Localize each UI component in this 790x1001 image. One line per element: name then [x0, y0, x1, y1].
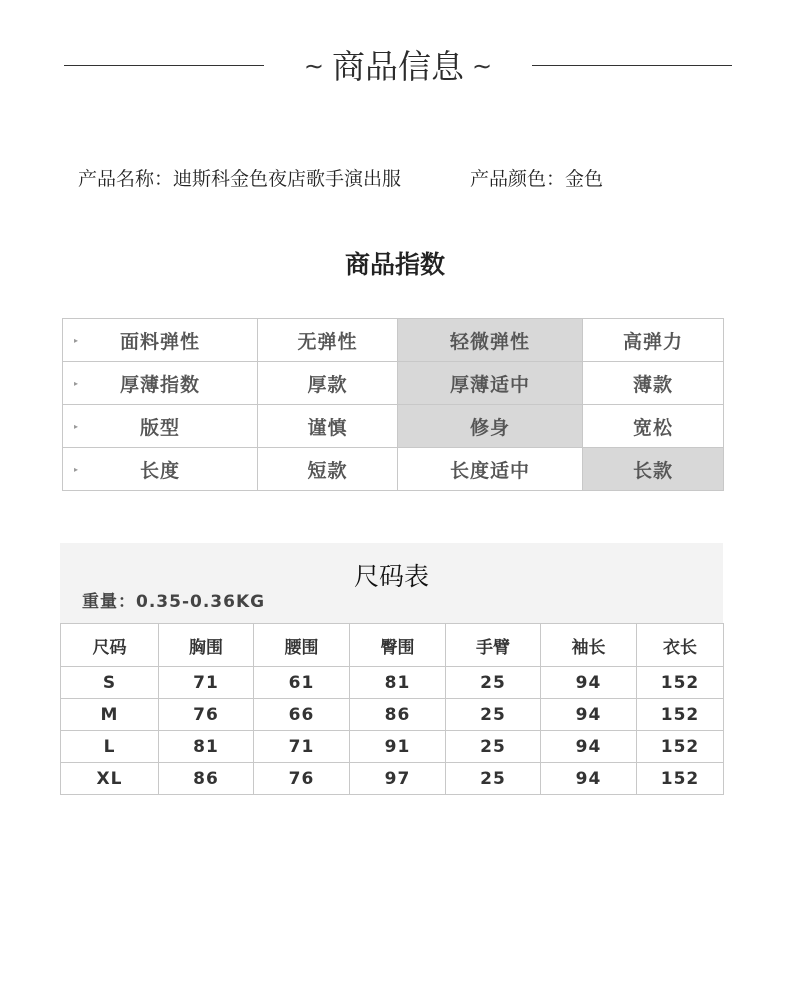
table-cell: 71 — [254, 731, 350, 763]
index-cell-text: 厚薄指数 — [119, 373, 200, 396]
table-cell: 152 — [637, 699, 724, 731]
table-cell: 25 — [446, 763, 541, 795]
table-cell: 97 — [350, 763, 446, 795]
divider-left — [64, 65, 264, 66]
table-header: 臀围 — [350, 624, 446, 667]
swirl-ornament-icon: ∼ — [472, 52, 493, 80]
table-cell: 25 — [446, 667, 541, 699]
table-cell: 86 — [159, 763, 254, 795]
index-option: 长度适中 — [398, 448, 583, 491]
weight-label: 重量：0.35-0.36KG — [82, 592, 266, 612]
table-cell: 66 — [254, 699, 350, 731]
size-chart-table — [60, 623, 724, 795]
table-header: 尺码 — [61, 624, 159, 667]
product-color: 产品颜色：金色 — [470, 168, 604, 190]
index-option: 高弹力 — [583, 319, 724, 362]
table-header: 腰围 — [254, 624, 350, 667]
table-cell: 94 — [541, 667, 637, 699]
table-cell: 76 — [159, 699, 254, 731]
table-row — [61, 731, 724, 763]
index-attribute — [63, 405, 258, 448]
table-cell: 86 — [350, 699, 446, 731]
table-header: 袖长 — [541, 624, 637, 667]
size-chart-title: 尺码表 — [353, 562, 429, 591]
table-header: 衣长 — [637, 624, 724, 667]
table-cell: 94 — [541, 731, 637, 763]
table-cell: 25 — [446, 731, 541, 763]
divider-right — [532, 65, 732, 66]
index-attribute — [63, 319, 258, 362]
table-cell: 152 — [637, 731, 724, 763]
index-cell-text: 版型 — [139, 416, 180, 439]
table-cell: L — [61, 731, 159, 763]
triangle-bullet-icon: ▸ — [74, 465, 80, 474]
table-cell: 71 — [159, 667, 254, 699]
index-row — [63, 319, 724, 362]
triangle-bullet-icon: ▸ — [74, 379, 80, 388]
table-cell: 94 — [541, 763, 637, 795]
index-row — [63, 405, 724, 448]
index-row — [63, 448, 724, 491]
index-attribute — [63, 362, 258, 405]
index-cell-text: 长度 — [139, 459, 180, 482]
size-chart-header — [60, 543, 723, 623]
index-attribute — [63, 448, 258, 491]
table-cell: 25 — [446, 699, 541, 731]
index-option-selected: 修身 — [398, 405, 583, 448]
section-title-text: 商品信息 — [332, 47, 464, 86]
table-cell: 152 — [637, 763, 724, 795]
index-option-selected: 长款 — [583, 448, 724, 491]
product-name: 产品名称：迪斯科金色夜店歌手演出服 — [78, 168, 402, 190]
product-info — [78, 164, 604, 194]
section-header — [64, 40, 732, 92]
index-title: 商品指数 — [344, 250, 445, 279]
index-option: 短款 — [258, 448, 398, 491]
table-cell: 152 — [637, 667, 724, 699]
table-row — [61, 667, 724, 699]
table-cell: 81 — [159, 731, 254, 763]
table-cell: XL — [61, 763, 159, 795]
table-cell: 91 — [350, 731, 446, 763]
index-option: 薄款 — [583, 362, 724, 405]
swirl-ornament-icon: ∼ — [303, 52, 324, 80]
index-cell-text: 面料弹性 — [119, 330, 200, 353]
table-cell: 94 — [541, 699, 637, 731]
table-row — [61, 763, 724, 795]
triangle-bullet-icon: ▸ — [74, 422, 80, 431]
table-cell: M — [61, 699, 159, 731]
table-header: 手臂 — [446, 624, 541, 667]
table-cell: 76 — [254, 763, 350, 795]
table-header: 胸围 — [159, 624, 254, 667]
index-option: 厚款 — [258, 362, 398, 405]
index-option: 谨慎 — [258, 405, 398, 448]
product-index-table — [62, 318, 724, 491]
table-cell: S — [61, 667, 159, 699]
table-header-row — [61, 624, 724, 667]
index-option: 宽松 — [583, 405, 724, 448]
table-cell: 81 — [350, 667, 446, 699]
section-title — [274, 40, 522, 93]
index-option-selected: 轻微弹性 — [398, 319, 583, 362]
table-row — [61, 699, 724, 731]
table-cell: 61 — [254, 667, 350, 699]
triangle-bullet-icon: ▸ — [74, 336, 80, 345]
index-option-selected: 厚薄适中 — [398, 362, 583, 405]
index-row — [63, 362, 724, 405]
index-option: 无弹性 — [258, 319, 398, 362]
